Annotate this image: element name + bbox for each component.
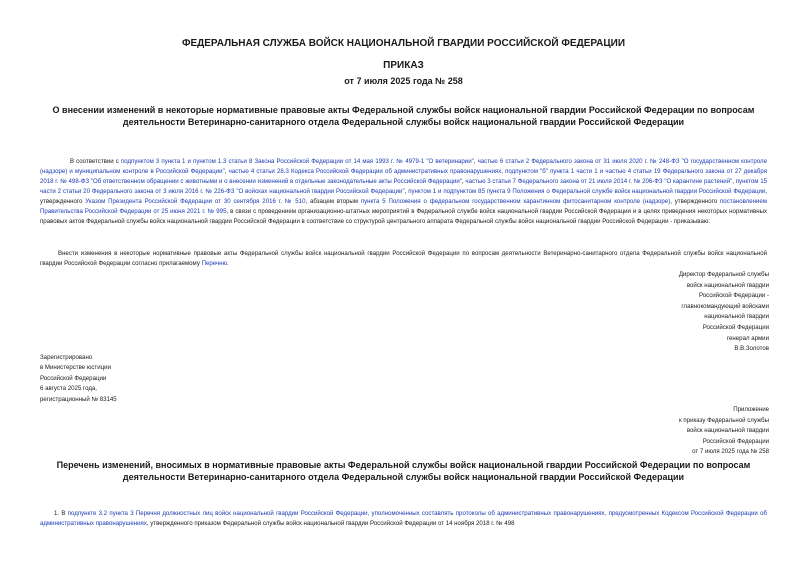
law-link-state-control[interactable]: частью 6 статьи 2 Федерального закона от 31 июля 2020 г. № 248-ФЗ "О государственном контроле (надзоре) и муниципальном контроле в Российской Федерации" — [40, 158, 768, 175]
preamble-paragraph — [40, 157, 767, 227]
signature-line: Российской Федерации - — [699, 292, 769, 300]
decree-paragraph — [40, 249, 767, 269]
list-title-line2: деятельности Ветеринарно-санитарного отдела Федеральной службы войск национальной гвардии Российской Федерации — [122, 472, 685, 482]
law-link-national-guard[interactable]: пунктом 15 части 2 статьи 20 Федерального закона от 3 июля 2016 г. № 226-ФЗ "О войсках национальной гвардии Российской Федерации" — [40, 178, 768, 195]
signature-line: Директор Федеральной службы — [678, 271, 769, 278]
list-title-line1: Перечень изменений, вносимых в нормативные правовые акты Федеральной службы войск национальной гвардии Российской Федерации по вопросам — [56, 460, 751, 470]
signature-block — [679, 270, 769, 355]
agency-name: ФЕДЕРАЛЬНАЯ СЛУЖБА ВОЙСК НАЦИОНАЛЬНОЙ ГВАРДИИ РОССИЙСКОЙ ФЕДЕРАЦИИ — [181, 38, 626, 49]
preamble-text: , утвержденного — [670, 198, 720, 205]
decree-end: . — [227, 260, 229, 267]
signer-name: В.В.Золотов — [734, 345, 769, 353]
signature-line: национальной гвардии — [704, 313, 769, 321]
law-link-presidential-decree[interactable]: Указом Президента Российской Федерации от 30 сентября 2016 г. № 510 — [85, 198, 306, 205]
document-title — [40, 104, 767, 128]
preamble-text: , — [404, 188, 409, 195]
law-link-veterinary[interactable]: подпунктом 3 пункта 1 и пунктом 1.3 статьи 8 Закона Российской Федерации от 14 мая 1993 г. № 4979-1 "О ветеринарии" — [120, 158, 474, 165]
registration-block — [40, 353, 117, 405]
law-link-regulation[interactable]: пунктом 1 и подпунктом 85 пункта 9 Положения о Федеральной службе войск национальной гвардии Российской Федерации — [408, 188, 766, 195]
registration-line: Российской Федерации — [40, 374, 107, 382]
document-date-number: от 7 июля 2025 года № 258 — [344, 76, 463, 86]
preamble-text: , — [501, 168, 506, 175]
document-type: ПРИКАЗ — [383, 60, 424, 71]
law-link-government-resolution[interactable]: постановлением Правительства Российской Федерации от 25 июня 2021 г. № 995 — [40, 198, 767, 215]
law-link-animals[interactable]: подпунктом "б" пункта 1 части 1 и частью 4 статьи 19 Федерального закона от 27 декабря 2018 г. № 498-ФЗ "Об ответственном обращении с животными и о внесении изменений в отдельные законодательные акты Российской Федерации" — [40, 168, 768, 185]
decree-text: Внести изменения в некоторые нормативные правовые акты Федеральной службы войск национальной гвардии Российской Федерации по вопросам деятельности Ветеринарно-санитарного отдела Федеральной службы войск национальной гвардии Российской Федерации согласно прилагаемому — [40, 250, 767, 267]
appendix-line: от 7 июля 2025 года № 258 — [692, 448, 769, 456]
preamble-text: , в связи с проведением организационно-штатных мероприятий в Федеральной службе войск национальной гвардии Российской Федерации и в целях приведения некоторых нормативных правовых актов Федеральной службы войск национальной гвардии Российской Федерации в соответствие со структурой центрального аппарата Федеральной службы войск национальной гвардии Российской Федерации - приказываю: — [40, 208, 767, 225]
signature-line: войск национальной гвардии — [686, 281, 769, 289]
preamble-text: , — [473, 158, 478, 165]
appendix-line: Приложение — [733, 406, 769, 413]
list-link-officials[interactable]: подпункте 3.2 пункта 3 Перечня должностных лиц войск национальной гвардии Российской Федерации, уполномоченных составлять протоколы об административных правонарушениях, предусмотренных Кодексом Российской Федерации об административных правонарушениях — [40, 510, 767, 527]
signature-line: Российской Федерации — [702, 323, 769, 331]
appendix-line: Российской Федерации — [702, 437, 769, 445]
registration-line: Зарегистрировано — [40, 354, 93, 361]
signature-line: генерал армии — [726, 334, 769, 342]
preamble-text: , — [461, 178, 466, 185]
law-link-koap[interactable]: частью 4 статьи 28.3 Кодекса Российской Федерации об административных правонарушениях — [228, 168, 502, 175]
registration-number: регистрационный № 83145 — [40, 395, 117, 403]
law-link-plant-quarantine[interactable]: частью 3 статьи 7 Федерального закона от 21 июля 2014 г. № 206-ФЗ "О карантине растений" — [465, 178, 733, 185]
law-link-phytosanitary[interactable]: пункта 5 Положения о федеральном государственном карантинном фитосанитарном контроле (надзоре) — [360, 198, 671, 205]
document-title-line2: деятельности Ветеринарно-санитарного отдела Федеральной службы войск национальной гвардии Российской Федерации — [122, 117, 685, 127]
list-link[interactable]: Перечню — [201, 260, 228, 267]
appendix-block — [679, 405, 769, 458]
preamble-text: , утвержденного — [40, 188, 767, 205]
list-title — [40, 459, 767, 483]
item-text: , утвержденного приказом Федеральной службы войск национальной гвардии Российской Федерации от 14 ноября 2018 г. № 498 — [146, 520, 515, 527]
preamble-text: , — [224, 168, 229, 175]
document-title-line1: О внесении изменений в некоторые нормативные правовые акты Федеральной службы войск национальной гвардии Российской Федерации по вопросам — [52, 105, 755, 115]
item-text: 1. В — [54, 510, 68, 517]
list-item-1 — [40, 509, 767, 529]
preamble-text: , абзацем вторым — [305, 198, 361, 205]
signature-line: главнокомандующий войсками — [681, 302, 769, 310]
registration-line: в Министерстве юстиции — [40, 364, 111, 372]
preamble-text: В соответствии с — [70, 158, 121, 165]
appendix-line: к приказу Федеральной службы — [679, 416, 769, 424]
registration-line: 6 августа 2025 года, — [40, 385, 97, 393]
preamble-text: , — [732, 178, 736, 185]
appendix-line: войск национальной гвардии — [686, 427, 769, 435]
